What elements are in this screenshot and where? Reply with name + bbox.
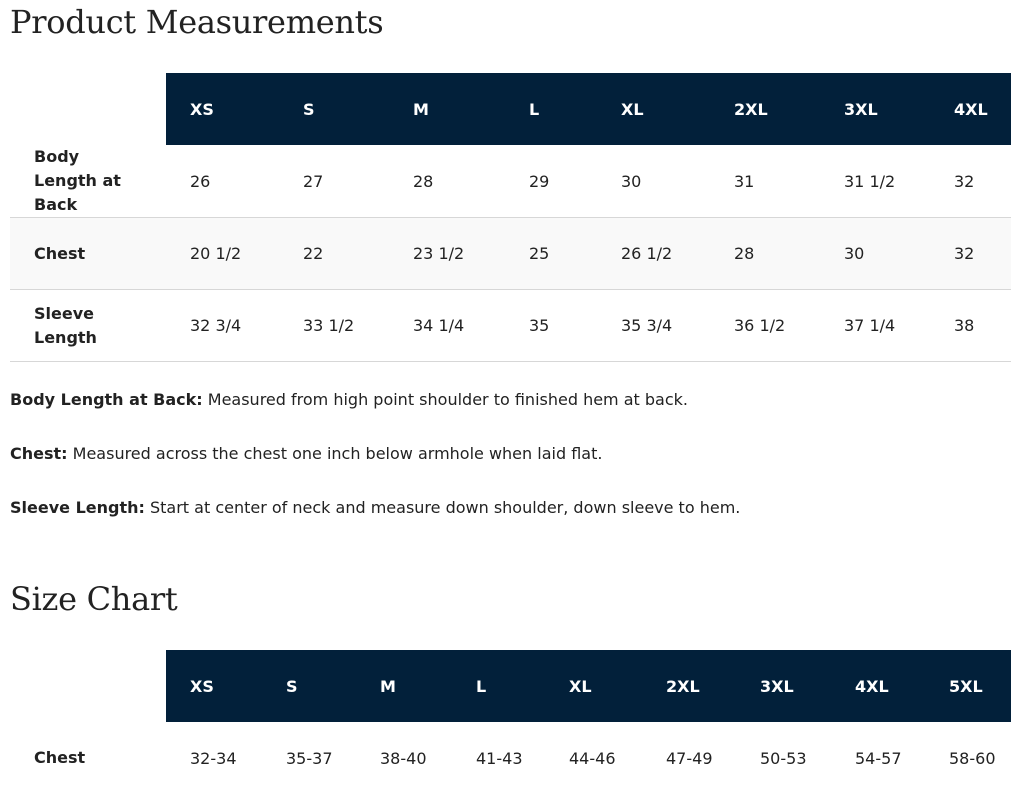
table-cell: 38-40 [380,748,427,768]
table-cell: 26 1/2 [621,244,673,263]
table-cell: 34 1/4 [413,316,465,335]
size-header: M [356,650,452,722]
size-chart-title: Size Chart [10,580,178,618]
table-cell: 32 3/4 [190,316,242,335]
size-header: 4XL [930,73,1011,145]
note-text: Measured from high point shoulder to finished hem at back. [202,390,688,409]
table-cell: 32 [954,171,975,191]
size-header: S [279,73,389,145]
table-cell: 20 1/2 [190,244,242,263]
table-cell: 28 [734,244,755,263]
note-term: Body Length at Back: [10,390,203,409]
table-row [10,145,1011,218]
row-label: Chest [34,748,86,767]
table-row [10,218,1011,290]
table-cell: 26 [190,171,211,191]
table-cell: 27 [303,171,324,191]
size-header: 3XL [736,650,831,722]
size-chart-table [10,650,1011,794]
table-cell: 28 [413,171,434,191]
row-label: Sleeve Length [34,303,97,347]
size-header: 5XL [925,650,1011,722]
row-label: Chest [34,243,86,263]
table-cell: 29 [529,171,550,191]
table-row [10,290,1011,362]
measurement-notes [10,388,1011,550]
table-cell: 58-60 [949,748,996,768]
table-cell: 33 1/2 [303,316,355,335]
product-measurements-table [10,73,1011,362]
table-row [10,722,1011,794]
row-label: Body Length at Back [34,147,121,214]
table-cell: 25 [529,244,550,263]
size-header: 2XL [710,73,820,145]
table-cell: 30 [621,171,642,191]
size-header: S [262,650,356,722]
note-body-length [10,388,1011,412]
header-corner [10,650,166,722]
note-text: Measured across the chest one inch below armhole when laid flat. [67,444,603,463]
table-cell: 35 3/4 [621,316,673,335]
table-cell: 41-43 [476,748,523,768]
table-cell: 35 [529,316,550,335]
size-header: 3XL [820,73,930,145]
table-cell: 32-34 [190,748,237,768]
size-chart-header-row [10,650,1011,722]
product-measurements-title: Product Measurements [10,3,384,41]
size-header: XL [597,73,710,145]
note-chest [10,442,1011,466]
size-header: L [452,650,545,722]
table-cell: 38 [954,316,975,335]
table-cell: 31 1/2 [844,171,896,191]
table-cell: 50-53 [760,748,807,768]
size-header: 2XL [642,650,736,722]
table-cell: 22 [303,244,324,263]
header-corner [10,73,166,145]
table-cell: 35-37 [286,748,333,768]
table-cell: 32 [954,244,975,263]
table-cell: 30 [844,244,865,263]
size-header: XS [166,73,279,145]
table-cell: 36 1/2 [734,316,786,335]
table-cell: 44-46 [569,748,616,768]
note-term: Chest: [10,444,68,463]
size-header: XL [545,650,642,722]
table-cell: 23 1/2 [413,244,465,263]
size-header: XS [166,650,262,722]
size-header: M [389,73,505,145]
note-term: Sleeve Length: [10,498,145,517]
measurements-header-row [10,73,1011,145]
table-cell: 37 1/4 [844,316,896,335]
size-header: 4XL [831,650,925,722]
note-text: Start at center of neck and measure down shoulder, down sleeve to hem. [144,498,741,517]
note-sleeve-length [10,496,1011,520]
table-cell: 47-49 [666,748,713,768]
table-cell: 54-57 [855,748,902,768]
size-header: L [505,73,597,145]
table-cell: 31 [734,171,755,191]
